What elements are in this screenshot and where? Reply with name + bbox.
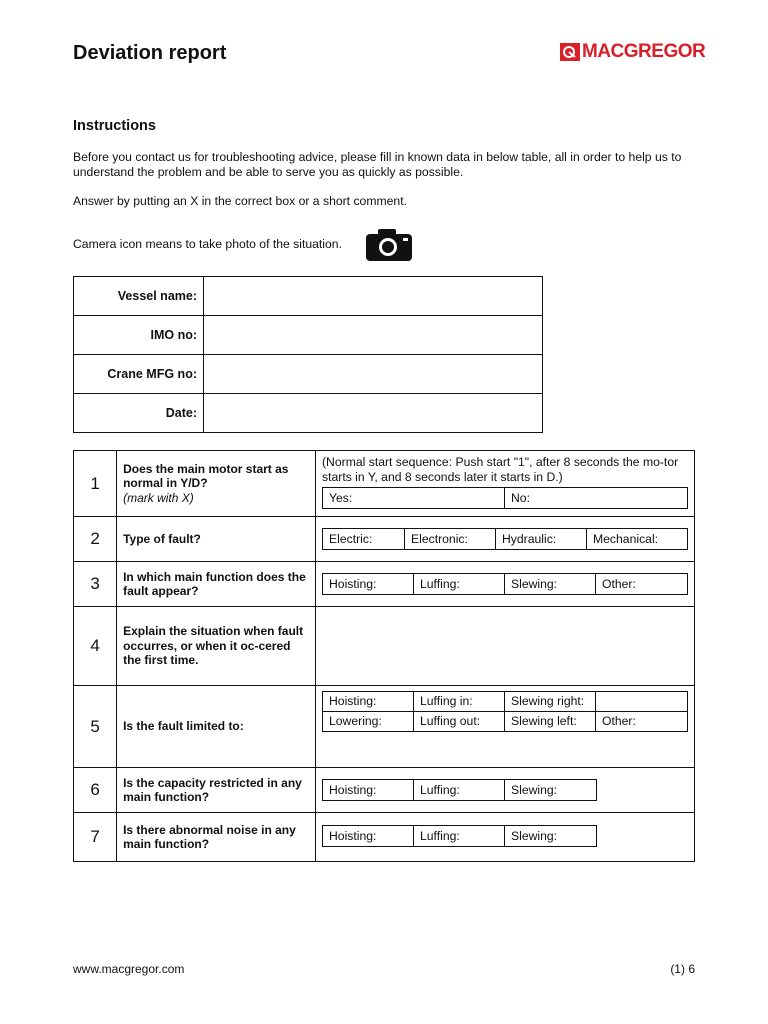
question-number: 6 — [74, 768, 117, 813]
question-number: 3 — [74, 562, 117, 607]
footer-url: www.macgregor.com — [73, 962, 185, 976]
question-number: 1 — [74, 451, 117, 517]
question-text — [117, 451, 316, 517]
logo-icon — [560, 43, 580, 61]
luffing-box[interactable]: Luffing: — [414, 826, 505, 846]
instructions-paragraph: Before you contact us for troubleshooting advice, please fill in known data in below table, all in order to help us to understand the problem and be able to serve you as quickly as possible. — [73, 150, 682, 179]
hoisting-box[interactable]: Hoisting: — [323, 826, 414, 846]
question-label: Does the main motor start as normal in Y/D? — [123, 461, 289, 491]
question-text: Type of fault? — [117, 517, 316, 562]
answer-cell — [316, 517, 695, 562]
yes-box[interactable]: Yes: — [323, 488, 505, 508]
question-number: 4 — [74, 607, 117, 686]
camera-icon — [365, 228, 413, 267]
answer-cell — [316, 686, 695, 768]
instructions-heading: Instructions — [73, 118, 156, 134]
question-number: 2 — [74, 517, 117, 562]
question-row — [74, 686, 695, 768]
electric-box[interactable]: Electric: — [323, 529, 405, 549]
other-box[interactable]: Other: — [602, 577, 636, 591]
question-row — [74, 517, 695, 562]
crane-mfg-field[interactable] — [204, 355, 543, 394]
vessel-name-field[interactable] — [204, 277, 543, 316]
question-text: Explain the situation when fault occurres, or when it oc-cered the first time. — [117, 607, 316, 686]
luffing-out-box[interactable]: Luffing out: — [414, 712, 505, 731]
answer-cell — [316, 562, 695, 607]
hoisting-box[interactable]: Hoisting: — [323, 574, 414, 594]
luffing-in-box[interactable]: Luffing in: — [414, 692, 505, 711]
page-number: (1) 6 — [670, 962, 695, 976]
slewing-left-box[interactable]: Slewing left: — [505, 712, 596, 731]
slewing-box[interactable]: Slewing: — [511, 783, 558, 797]
start-sequence-note: (Normal start sequence: Push start "1", after 8 seconds the mo-tor starts in Y, and 8 seconds later it starts in D.) — [322, 455, 679, 484]
lowering-box[interactable]: Lowering: — [323, 712, 414, 731]
mechanical-box[interactable]: Mechanical: — [593, 532, 659, 546]
camera-instruction: Camera icon means to take photo of the situation. — [73, 237, 342, 251]
company-logo — [560, 42, 705, 62]
date-field[interactable] — [204, 394, 543, 433]
answer-cell — [316, 768, 695, 813]
question-row — [74, 607, 695, 686]
page-title: Deviation report — [73, 42, 227, 64]
question-number: 7 — [74, 813, 117, 862]
crane-mfg-label: Crane MFG no: — [74, 355, 204, 394]
question-row — [74, 768, 695, 813]
question-text: Is there abnormal noise in any main function? — [117, 813, 316, 862]
answer-cell — [316, 451, 695, 517]
question-row — [74, 451, 695, 517]
hoisting-box[interactable]: Hoisting: — [323, 780, 414, 800]
explanation-field[interactable] — [316, 607, 695, 686]
hydraulic-box[interactable]: Hydraulic: — [496, 529, 587, 549]
answer-instruction: Answer by putting an X in the correct box or a short comment. — [73, 194, 407, 208]
question-text: Is the fault limited to: — [117, 686, 316, 768]
question-text: In which main function does the fault appear? — [117, 562, 316, 607]
question-hint: (mark with X) — [123, 490, 194, 505]
vessel-name-label: Vessel name: — [74, 277, 204, 316]
answer-cell — [316, 813, 695, 862]
question-text: Is the capacity restricted in any main function? — [117, 768, 316, 813]
slewing-box[interactable]: Slewing: — [511, 829, 558, 843]
no-box[interactable]: No: — [511, 491, 530, 505]
electronic-box[interactable]: Electronic: — [405, 529, 496, 549]
date-label: Date: — [74, 394, 204, 433]
other-box[interactable]: Other: — [602, 714, 636, 728]
imo-label: IMO no: — [74, 316, 204, 355]
question-row — [74, 562, 695, 607]
question-row — [74, 813, 695, 862]
question-number: 5 — [74, 686, 117, 768]
hoisting-box[interactable]: Hoisting: — [323, 692, 414, 711]
questions-table — [73, 450, 695, 862]
slewing-box[interactable]: Slewing: — [505, 574, 596, 594]
vessel-info-table — [73, 276, 543, 433]
slewing-right-box[interactable]: Slewing right: — [505, 692, 596, 711]
luffing-box[interactable]: Luffing: — [414, 574, 505, 594]
blank-box[interactable] — [596, 692, 687, 711]
imo-field[interactable] — [204, 316, 543, 355]
logo-text: MACGREGOR — [582, 41, 706, 62]
luffing-box[interactable]: Luffing: — [414, 780, 505, 800]
